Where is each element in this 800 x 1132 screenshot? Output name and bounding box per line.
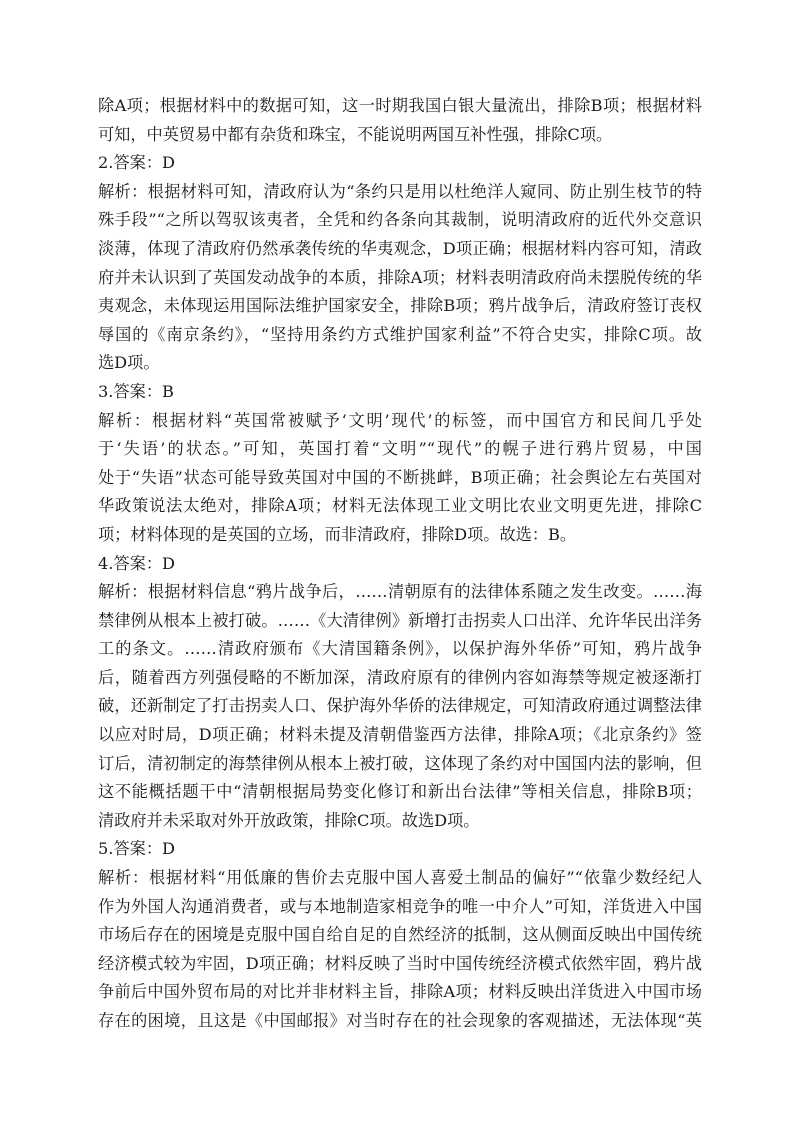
- text-line: 于‘失语’的状态。”可知，英国打着“文明”“现代”的幌子进行鸦片贸易，中国: [98, 439, 702, 459]
- text-line: 解析：根据材料可知，清政府认为“条约只是用以杜绝洋人窥同、防止别生枝节的特: [98, 181, 702, 201]
- text-line: 清政府并未采取对外开放政策，排除C项。故选D项。: [98, 810, 480, 830]
- text-line: 以应对时局，D项正确；材料未提及清朝借鉴西方法律，排除A项；《北京条约》签: [98, 725, 702, 745]
- document-page: [98, 92, 702, 1036]
- text-line: 市场后存在的困境是克服中国自给自足的自然经济的抵制，这从侧面反映出中国传统: [98, 925, 702, 945]
- text-line: 处于“失语”状态可能导致英国对中国的不断挑衅，B项正确；社会舆论左右英国对: [98, 467, 702, 487]
- text-line: 禁律例从根本上被打破。……《大清律例》新增打击拐卖人口出洋、允许华民出洋务: [98, 610, 702, 630]
- text-line: 府并未认识到了英国发动战争的本质，排除A项；材料表明清政府尚未摆脱传统的华: [98, 267, 702, 287]
- text-line: 破，还新制定了打击拐卖人口、保护海外华侨的法律规定，可知清政府通过调整法律: [98, 696, 702, 716]
- text-line: 可知，中英贸易中都有杂货和珠宝，不能说明两国互补性强，排除C项。: [98, 124, 613, 144]
- text-line: 解析：根据材料“英国常被赋予‘文明’现代’的标签，而中国官方和民间几乎处: [98, 410, 702, 430]
- text-line: 辱国的《南京条约》，“坚持用条约方式维护国家利益”不符合史实，排除C项。故: [98, 324, 702, 344]
- text-line: 后，随着西方列强侵略的不断加深，清政府原有的律例内容如海禁等规定被逐渐打: [98, 667, 702, 687]
- text-line: 争前后中国外贸布局的对比并非材料主旨，排除A项；材料反映出洋货进入中国市场: [98, 982, 702, 1002]
- text-line: 选D项。: [98, 353, 160, 373]
- text-line: 作为外国人沟通消费者，或与本地制造家相竞争的唯一中介人”可知，洋货进入中国: [98, 896, 702, 916]
- answer-heading: 4.答案：D: [98, 553, 175, 573]
- answer-heading: 5.答案：D: [98, 839, 175, 859]
- answer-heading: 2.答案：D: [98, 153, 175, 173]
- text-line: 殊手段”“之所以驾驭该夷者，全凭和约各条向其裁制，说明清政府的近代外交意识: [98, 210, 702, 230]
- text-line: 除A项；根据材料中的数据可知，这一时期我国白银大量流出，排除B项；根据材料: [98, 96, 702, 115]
- text-line: 夷观念，未体现运用国际法维护国家安全，排除B项；鸦片战争后，清政府签订丧权: [98, 296, 702, 316]
- text-line: 工的条文。……清政府颁布《大清国籍条例》，以保护海外华侨”可知，鸦片战争: [98, 639, 702, 659]
- text-line: 华政策说法太绝对，排除A项；材料无法体现工业文明比农业文明更先进，排除C: [98, 496, 702, 516]
- text-line: 项；材料体现的是英国的立场，而非清政府，排除D项。故选：B。: [98, 524, 577, 544]
- text-line: 淡薄，体现了清政府仍然承袭传统的华夷观念，D项正确；根据材料内容可知，清政: [98, 238, 702, 258]
- text-line: 解析：根据材料信息“鸦片战争后，……清朝原有的法律体系随之发生改变。……海: [98, 582, 702, 602]
- text-line: 经济模式较为牢固，D项正确；材料反映了当时中国传统经济模式依然牢固，鸦片战: [98, 953, 702, 973]
- answer-heading: 3.答案：B: [98, 381, 174, 401]
- text-line: 这不能概括题干中“清朝根据局势变化修订和新出台法律”等相关信息，排除B项；: [98, 782, 702, 802]
- text-line: 解析：根据材料“用低廉的售价去克服中国人喜爱土制品的偏好”“依靠少数经纪人: [98, 868, 702, 888]
- text-line: 订后，清初制定的海禁律例从根本上被打破，这体现了条约对中国国内法的影响，但: [98, 753, 702, 773]
- text-line: 存在的困境，且这是《中国邮报》对当时存在的社会现象的客观描述，无法体现“英: [98, 1011, 702, 1030]
